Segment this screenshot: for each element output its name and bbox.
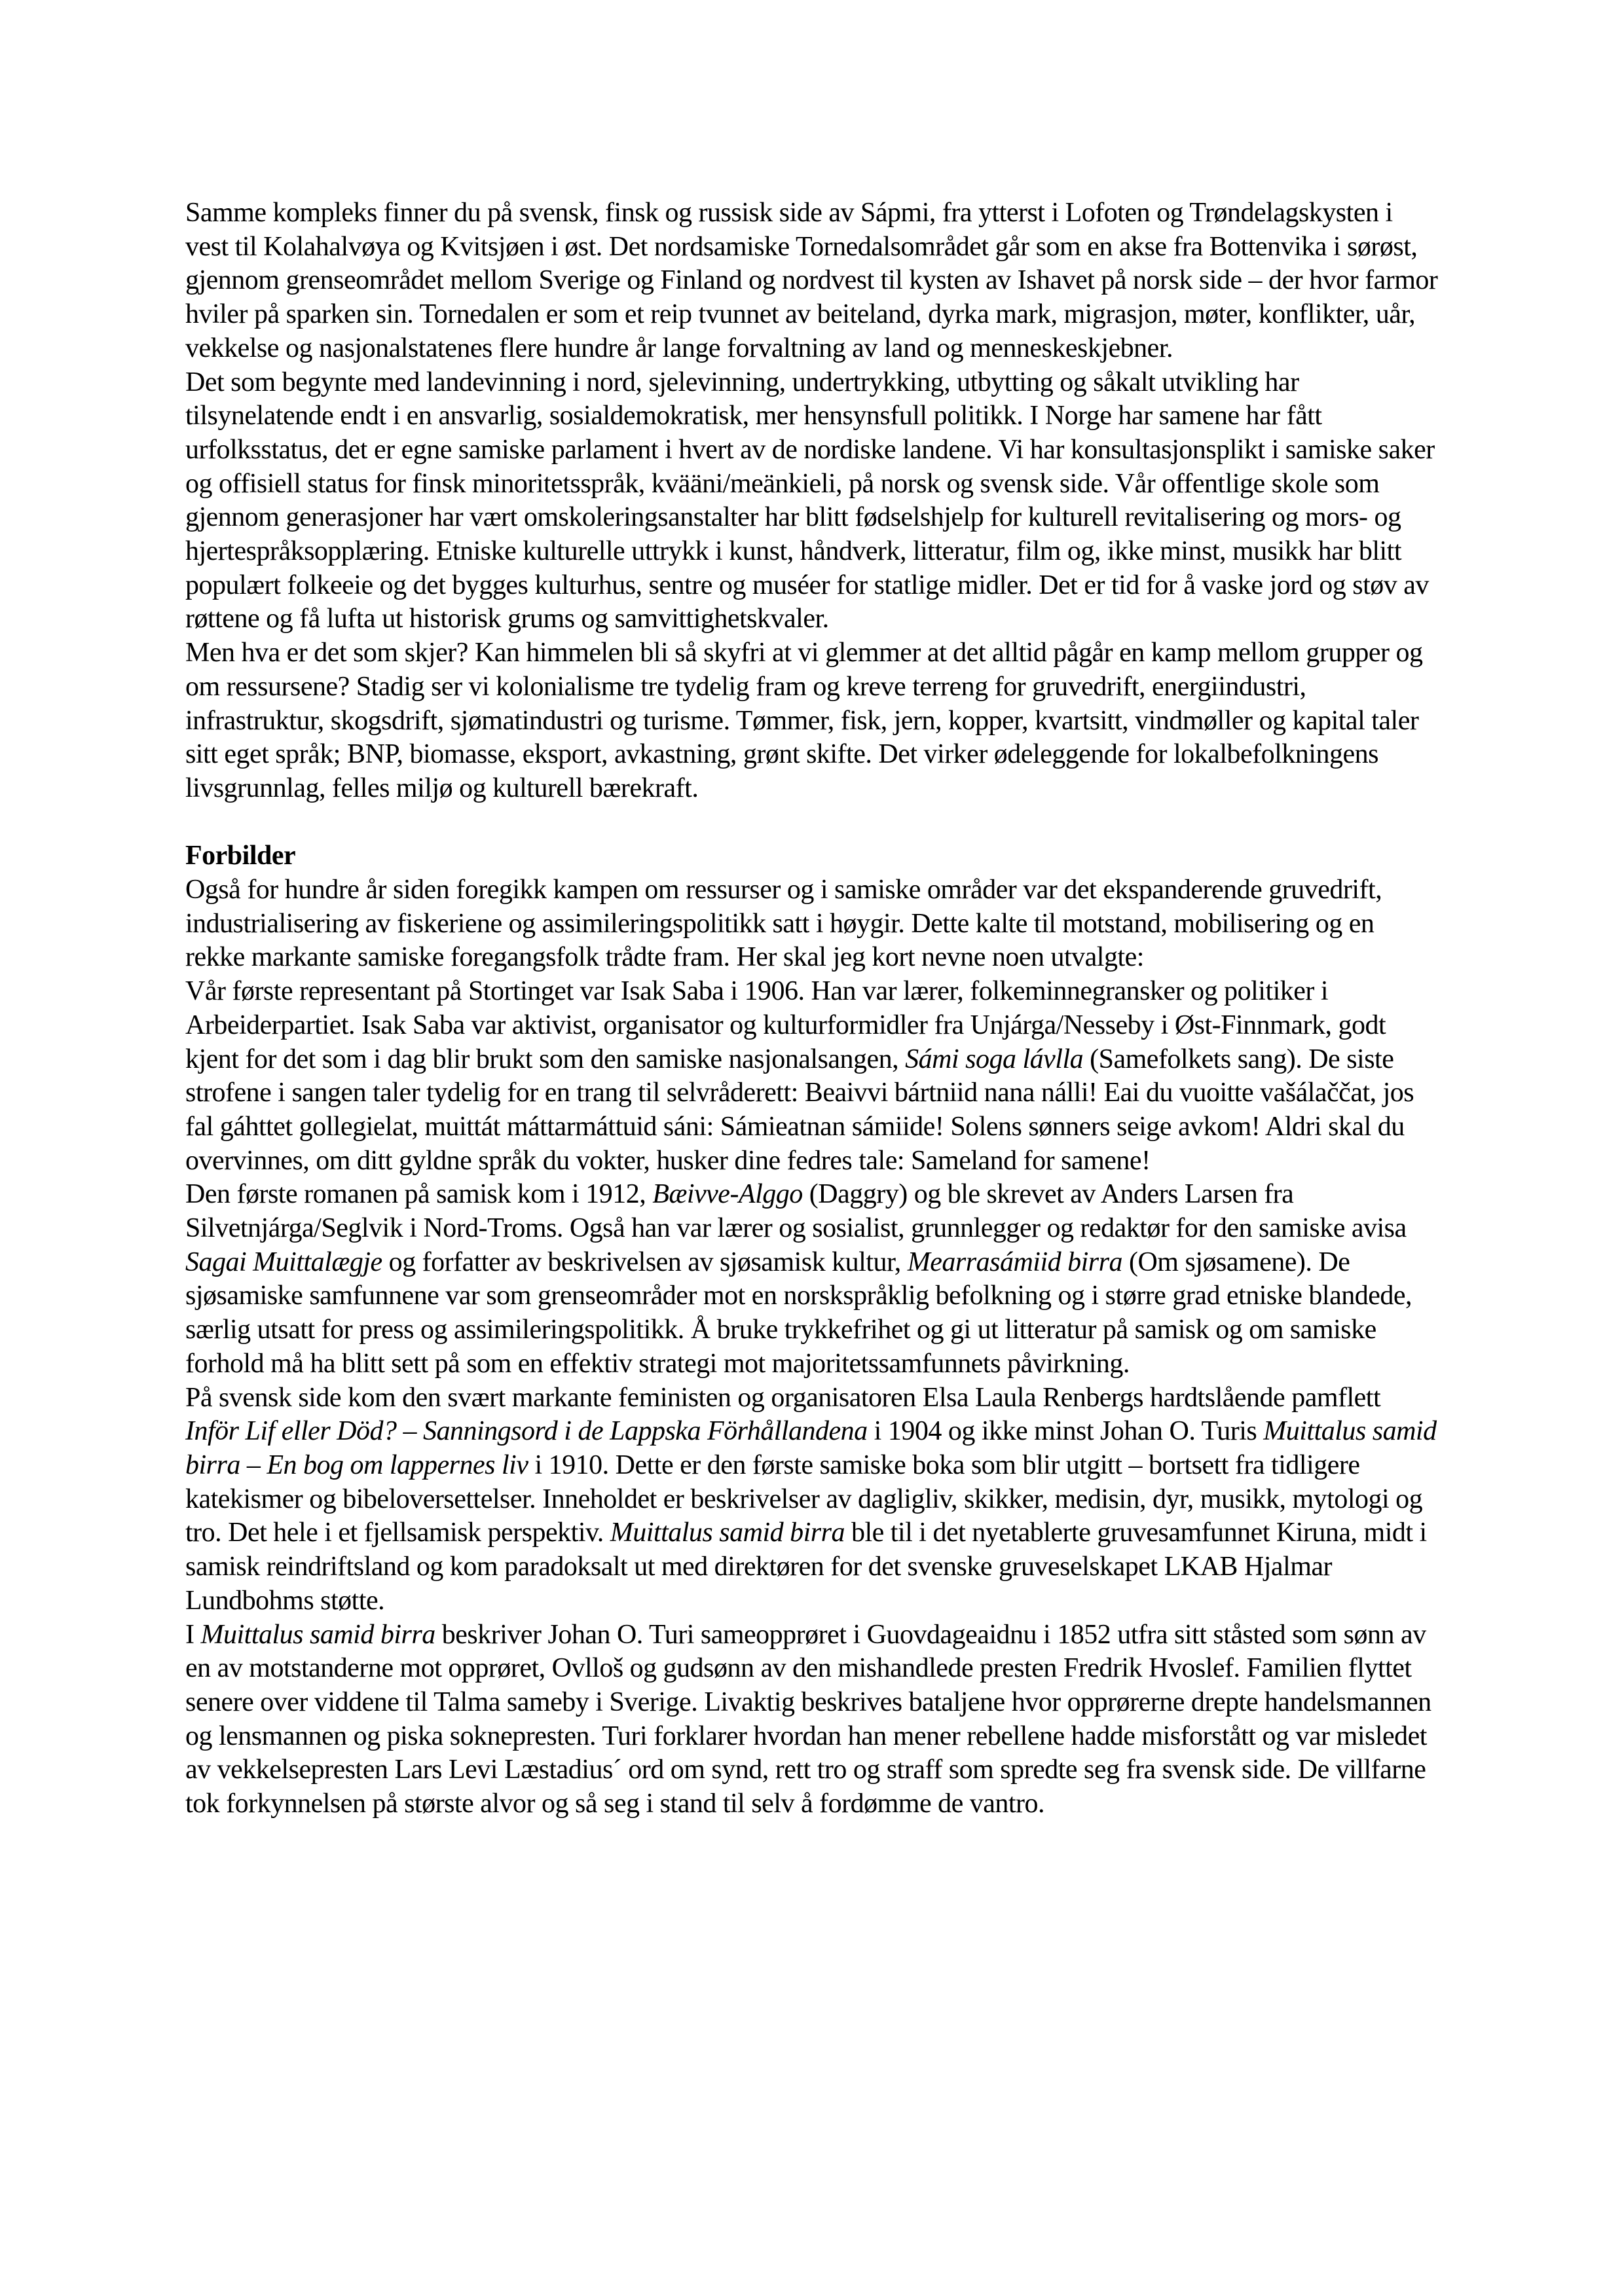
paragraph [185,1381,1440,1618]
text-run: i 1904 og ikke minst Johan O. Turis [867,1416,1264,1447]
text-run: (Om sjøsamene). De sjøsamiske samfunnene var som grenseområder mot en norskspråklig befolkning og i større grad etniske blandede, særlig utsatt for press og assimileringspolitikk. Å bruke trykkefrihet og gi ut litteratur på samisk og om samiske forhold må ha blitt sett på som en effektiv strategi mot majoritetssamfunnets påvirkning. [185,1247,1412,1379]
text-run: ble til i det nyetablerte gruvesamfunnet Kiruna, midt i samisk reindriftsland og kom paradoksalt ut med direktøren for det svenske gruveselskapet LKAB Hjalmar Lundbohms støtte. [185,1518,1427,1616]
paragraph [185,196,1440,366]
blank-line [185,806,1440,840]
text-run: Det som begynte med landevinning i nord, sjelevinning, undertrykking, utbytting og såkalt utvikling har tilsynelatende endt i en ansvarlig, sosialdemokratisk, mer hensynsfull politikk. I Norge har samene har fått urfolksstatus, det er egne samiske parlament i hvert av de nordiske landene. Vi har konsultasjonsplikt i samiske saker og offisiell status for finsk minoritetsspråk, kvääni/meänkieli, på norsk og svensk side. Vår offentlige skole som gjennom generasjoner har vært omskoleringsanstalter har blitt fødselshjelp for kulturell revitalisering og mors- og hjertespråksopplæring. Etniske kulturelle uttrykk i kunst, håndverk, litteratur, film og, ikke minst, musikk har blitt populært folkeeie og det bygges kulturhus, sentre og muséer for statlige midler. Det er tid for å vaske jord og støv av røttene og få lufta ut historisk grums og samvittighetskvaler. [185,367,1435,634]
text-run: Vår første representant på Stortinget var Isak Saba i 1906. Han var lærer, folkeminnegransker og politiker i Arbeiderpartiet. Isak Saba var aktivist, organisator og kulturformidler fra Unjárga/Nesseby i Øst-Finnmark, godt kjent for det som i dag blir brukt som den samiske nasjonalsangen, [185,976,1386,1074]
text-run: Forbilder [185,841,296,871]
text-run: (Samefolkets sang). De siste strofene i sangen taler tydelig for en trang til selvråderett: Beaivvi bártniid nana nálli! Eai du vuoitte vašálaččat, jos fal gáhttet gollegielat, muittát máttarmáttuid sáni: Sámieatnan sámiide! Solens sønners seige avkom! Aldri skal du overvinnes, om ditt gyldne språk du vokter, husker dine fedres tale: Sameland for samene! [185,1044,1414,1176]
italic-text-run: Sámi soga lávlla [905,1044,1084,1074]
text-run: i 1910. Dette er den første samiske boka som blir utgitt – bortsett fra tidligere katekismer og bibeloversettelser. Inneholdet er beskrivelser av dagligliv, skikker, medisin, dyr, musikk, mytologi og tro. Det hele i et fjellsamisk perspektiv. [185,1450,1423,1548]
paragraph [185,1618,1440,1821]
text-run: På svensk side kom den svært markante feministen og organisatoren Elsa Laula Renbergs hardtslående pamflett [185,1382,1381,1413]
paragraph [185,366,1440,637]
text-run: Også for hundre år siden foregikk kampen om ressurser og i samiske områder var det ekspanderende gruvedrift, industrialisering av fiskeriene og assimileringspolitikk satt i høygir. Dette kalte til motstand, mobilisering og en rekke markante samiske foregangsfolk trådte fram. Her skal jeg kort nevne noen utvalgte: [185,875,1382,973]
text-run: Den første romanen på samisk kom i 1912, [185,1179,653,1210]
italic-text-run: Muittalus samid birra [200,1619,435,1650]
italic-text-run: Muittalus samid birra [610,1518,845,1548]
document-body [185,196,1440,1821]
italic-text-run: Bæivve-Alggo [652,1179,803,1210]
italic-text-run: Muittalus samid birra – En bog om lappernes liv [185,1416,1437,1480]
text-run: Samme kompleks finner du på svensk, finsk og russisk side av Sápmi, fra ytterst i Lofoten og Trøndelagskysten i vest til Kolahalvøya og Kvitsjøen i øst. Det nordsamiske Tornedalsområdet går som en akse fra Bottenvika i sørøst, gjennom grenseområdet mellom Sverige og Finland og nordvest til kysten av Ishavet på norsk side – der hvor farmor hviler på sparken sin. Tornedalen er som et reip tvunnet av beiteland, dyrka mark, migrasjon, møter, konflikter, uår, vekkelse og nasjonalstatenes flere hundre år lange forvaltning av land og menneskeskjebner. [185,198,1438,363]
text-run: Men hva er det som skjer? Kan himmelen bli så skyfri at vi glemmer at det alltid pågår en kamp mellom grupper og om ressursene? Stadig ser vi kolonialisme tre tydelig fram og kreve terreng for gruvedrift, energiindustri, infrastruktur, skogsdrift, sjømatindustri og turisme. Tømmer, fisk, jern, kopper, kvartsitt, vindmøller og kapital taler sitt eget språk; BNP, biomasse, eksport, avkastning, grønt skifte. Det virker ødeleggende for lokalbefolkningens livsgrunnlag, felles miljø og kulturell bærekraft. [185,638,1423,803]
paragraph [185,1178,1440,1381]
text-run: og forfatter av beskrivelsen av sjøsamisk kultur, [382,1247,908,1277]
text-run: I [185,1619,201,1650]
paragraph [185,636,1440,806]
text-run: beskriver Johan O. Turi sameopprøret i Guovdageaidnu i 1852 utfra sitt ståsted som sønn av en av motstanderne mot opprøret, Ovlloš og gudsønn av den mishandlede presten Fredrik Hvoslef. Familien flyttet senere over viddene til Talma sameby i Sverige. Livaktig beskrives bataljene hvor opprørerne drepte handelsmannen og lensmannen og piska soknepresten. Turi forklarer hvordan han mener rebellene hadde misforstått og var misledet av vekkelsepresten Lars Levi Læstadius´ ord om synd, rett tro og straff som spredte seg fra svensk side. De villfarne tok forkynnelsen på største alvor og så seg i stand til selv å fordømme de vantro. [185,1619,1431,1819]
section-heading [185,839,1440,873]
paragraph [185,873,1440,975]
paragraph [185,975,1440,1178]
italic-text-run: Mearrasámiid birra [907,1247,1122,1277]
italic-text-run: Sagai Muittalægje [185,1247,382,1277]
text-run: (Daggry) og ble skrevet av Anders Larsen fra Silvetnjárga/Seglvik i Nord-Troms. Også han var lærer og sosialist, grunnlegger og redaktør for den samiske avisa [185,1179,1407,1244]
italic-text-run: Inför Lif eller Död? – Sanningsord i de Lappska Förhållandena [185,1416,868,1447]
